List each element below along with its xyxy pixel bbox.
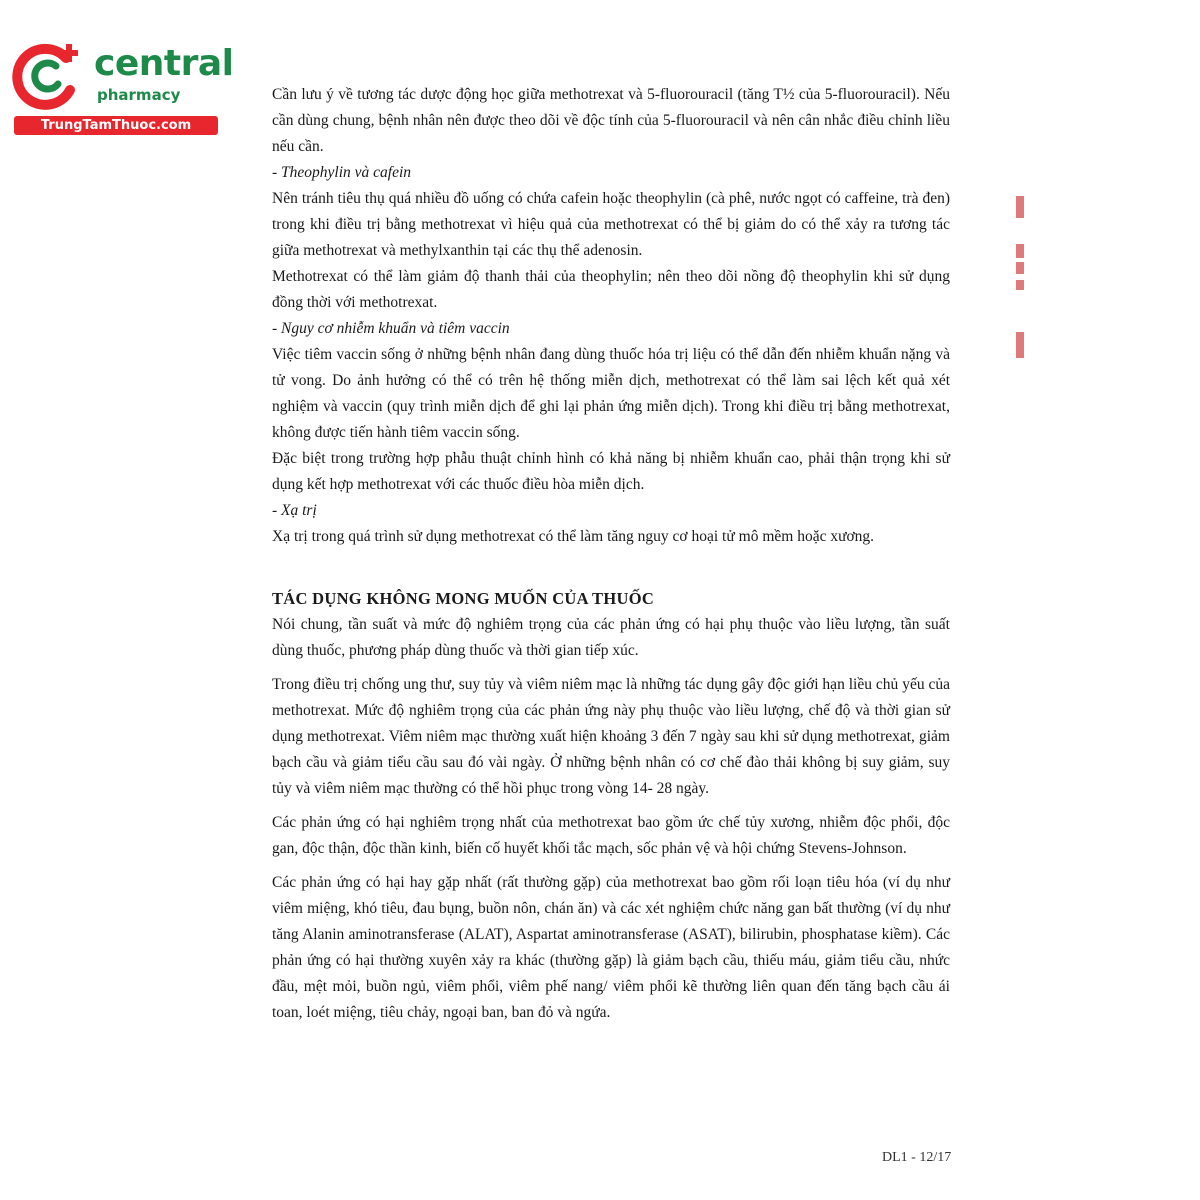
paragraph-theophylin-clearance: Methotrexat có thể làm giảm độ thanh thải của theophylin; nên theo dõi nồng độ theophylin khi sử dụng đồng thời với methotrexat. xyxy=(272,268,950,311)
brand-name: central xyxy=(94,43,234,84)
margin-mark xyxy=(1016,332,1024,358)
margin-stamp-marks xyxy=(1012,196,1032,366)
margin-mark xyxy=(1016,244,1024,258)
page-number: DL1 - 12/17 xyxy=(882,1150,952,1165)
pharmacy-cross-logo-icon xyxy=(10,38,86,112)
paragraph-5fu-interaction: Cần lưu ý về tương tác dược động học giữa methotrexat và 5-fluorouracil (tăng T½ của 5-fluorouracil). Nếu cần dùng chung, bệnh nhân nên được theo dõi về độc tính của 5-fluorouracil và nên cân nhắc điều chỉnh liều nếu cần. xyxy=(272,86,950,155)
paragraph-anticancer: Trong điều trị chống ung thư, suy tủy và viêm niêm mạc là những tác dụng gây độc giới hạn liều chủ yếu của methotrexat. Mức độ nghiêm trọng của các phản ứng này phụ thuộc vào liều lượng, chế độ và thời gian sử dụng methotrexat. Viêm niêm mạc thường xuất hiện khoảng 3 đến 7 ngày sau khi sử dụng methotrexat, giảm bạch cầu và giảm tiểu cầu sau đó vài ngày. Ở những bệnh nhân có cơ chế đào thải không bị suy giảm, suy tủy và viêm niêm mạc thường có thể hồi phục trong vòng 14- 28 ngày. xyxy=(272,676,950,797)
paragraph-live-vaccine: Việc tiêm vaccin sống ở những bệnh nhân đang dùng thuốc hóa trị liệu có thể dẫn đến nhiễm khuẩn nặng và tử vong. Do ảnh hưởng có thể có trên hệ thống miễn dịch, methotrexat có thể làm sai lệch kết quả xét nghiệm và vaccin (quy trình miễn dịch để ghi lại phản ứng miễn dịch). Trong khi điều trị bằng methotrexat, không được tiến hành tiêm vaccin sống. xyxy=(272,346,950,441)
central-pharmacy-logo xyxy=(8,36,234,136)
paragraph-serious-reactions: Các phản ứng có hại nghiêm trọng nhất của methotrexat bao gồm ức chế tủy xương, nhiễm độc phổi, độc gan, độc thận, độc thần kinh, biến cố huyết khối tắc mạch, sốc phản vệ và hội chứng Stevens-Johnson. xyxy=(272,814,950,857)
subheading-theophylin: - Theophylin và cafein xyxy=(272,164,412,181)
paragraph-common-reactions: Các phản ứng có hại hay gặp nhất (rất thường gặp) của methotrexat bao gồm rối loạn tiêu hóa (ví dụ như viêm miệng, khó tiêu, đau bụng, buồn nôn, chán ăn) và các xét nghiệm chức năng gan bất thường (ví dụ như tăng Alanin aminotransferase (ALAT), Aspartat aminotransferase (ASAT), bilirubin, phosphatase kiềm). Các phản ứng có hại thường xuyên xảy ra khác (thường gặp) là giảm bạch cầu, thiếu máu, giảm tiểu cầu, nhức đầu, mệt mỏi, buồn ngủ, viêm phổi, viêm phế nang/ viêm phổi kẽ thường liên quan đến tăng bạch cầu ái toan, loét miệng, tiêu chảy, ngoại ban, ban đỏ và ngứa. xyxy=(272,874,950,1021)
brand-sub: pharmacy xyxy=(97,86,181,104)
paragraph-radiotherapy: Xạ trị trong quá trình sử dụng methotrexat có thể làm tăng nguy cơ hoại tử mô mềm hoặc xương. xyxy=(272,528,875,545)
margin-mark xyxy=(1016,196,1024,218)
website-url: TrungTamThuoc.com xyxy=(40,118,192,133)
document-body xyxy=(272,82,950,1026)
paragraph-caffeine: Nên tránh tiêu thụ quá nhiều đồ uống có chứa cafein hoặc theophylin (cà phê, nước ngọt có caffeine, trà đen) trong khi điều trị bằng methotrexat vì hiệu quả của methotrexat có thể bị giảm do có thể xảy ra tương tác giữa methotrexat và methylxanthin tại các thụ thể adenosin. xyxy=(272,190,950,259)
paragraph-orthopedic-surgery: Đặc biệt trong trường hợp phẫu thuật chỉnh hình có khả năng bị nhiễm khuẩn cao, phải thận trọng khi sử dụng kết hợp methotrexat với các thuốc điều hòa miễn dịch. xyxy=(272,450,950,493)
paragraph-general-frequency: Nói chung, tần suất và mức độ nghiêm trọng của các phản ứng có hại phụ thuộc vào liều lượng, tần suất dùng thuốc, phương pháp dùng thuốc và thời gian tiếp xúc. xyxy=(272,616,950,659)
section-heading-adverse-effects: TÁC DỤNG KHÔNG MONG MUỐN CỦA THUỐC xyxy=(272,589,655,608)
margin-mark xyxy=(1016,280,1024,290)
subheading-radiotherapy: - Xạ trị xyxy=(272,502,317,519)
margin-mark xyxy=(1016,262,1024,274)
subheading-infection-vaccine: - Nguy cơ nhiễm khuẩn và tiêm vaccin xyxy=(272,320,510,337)
